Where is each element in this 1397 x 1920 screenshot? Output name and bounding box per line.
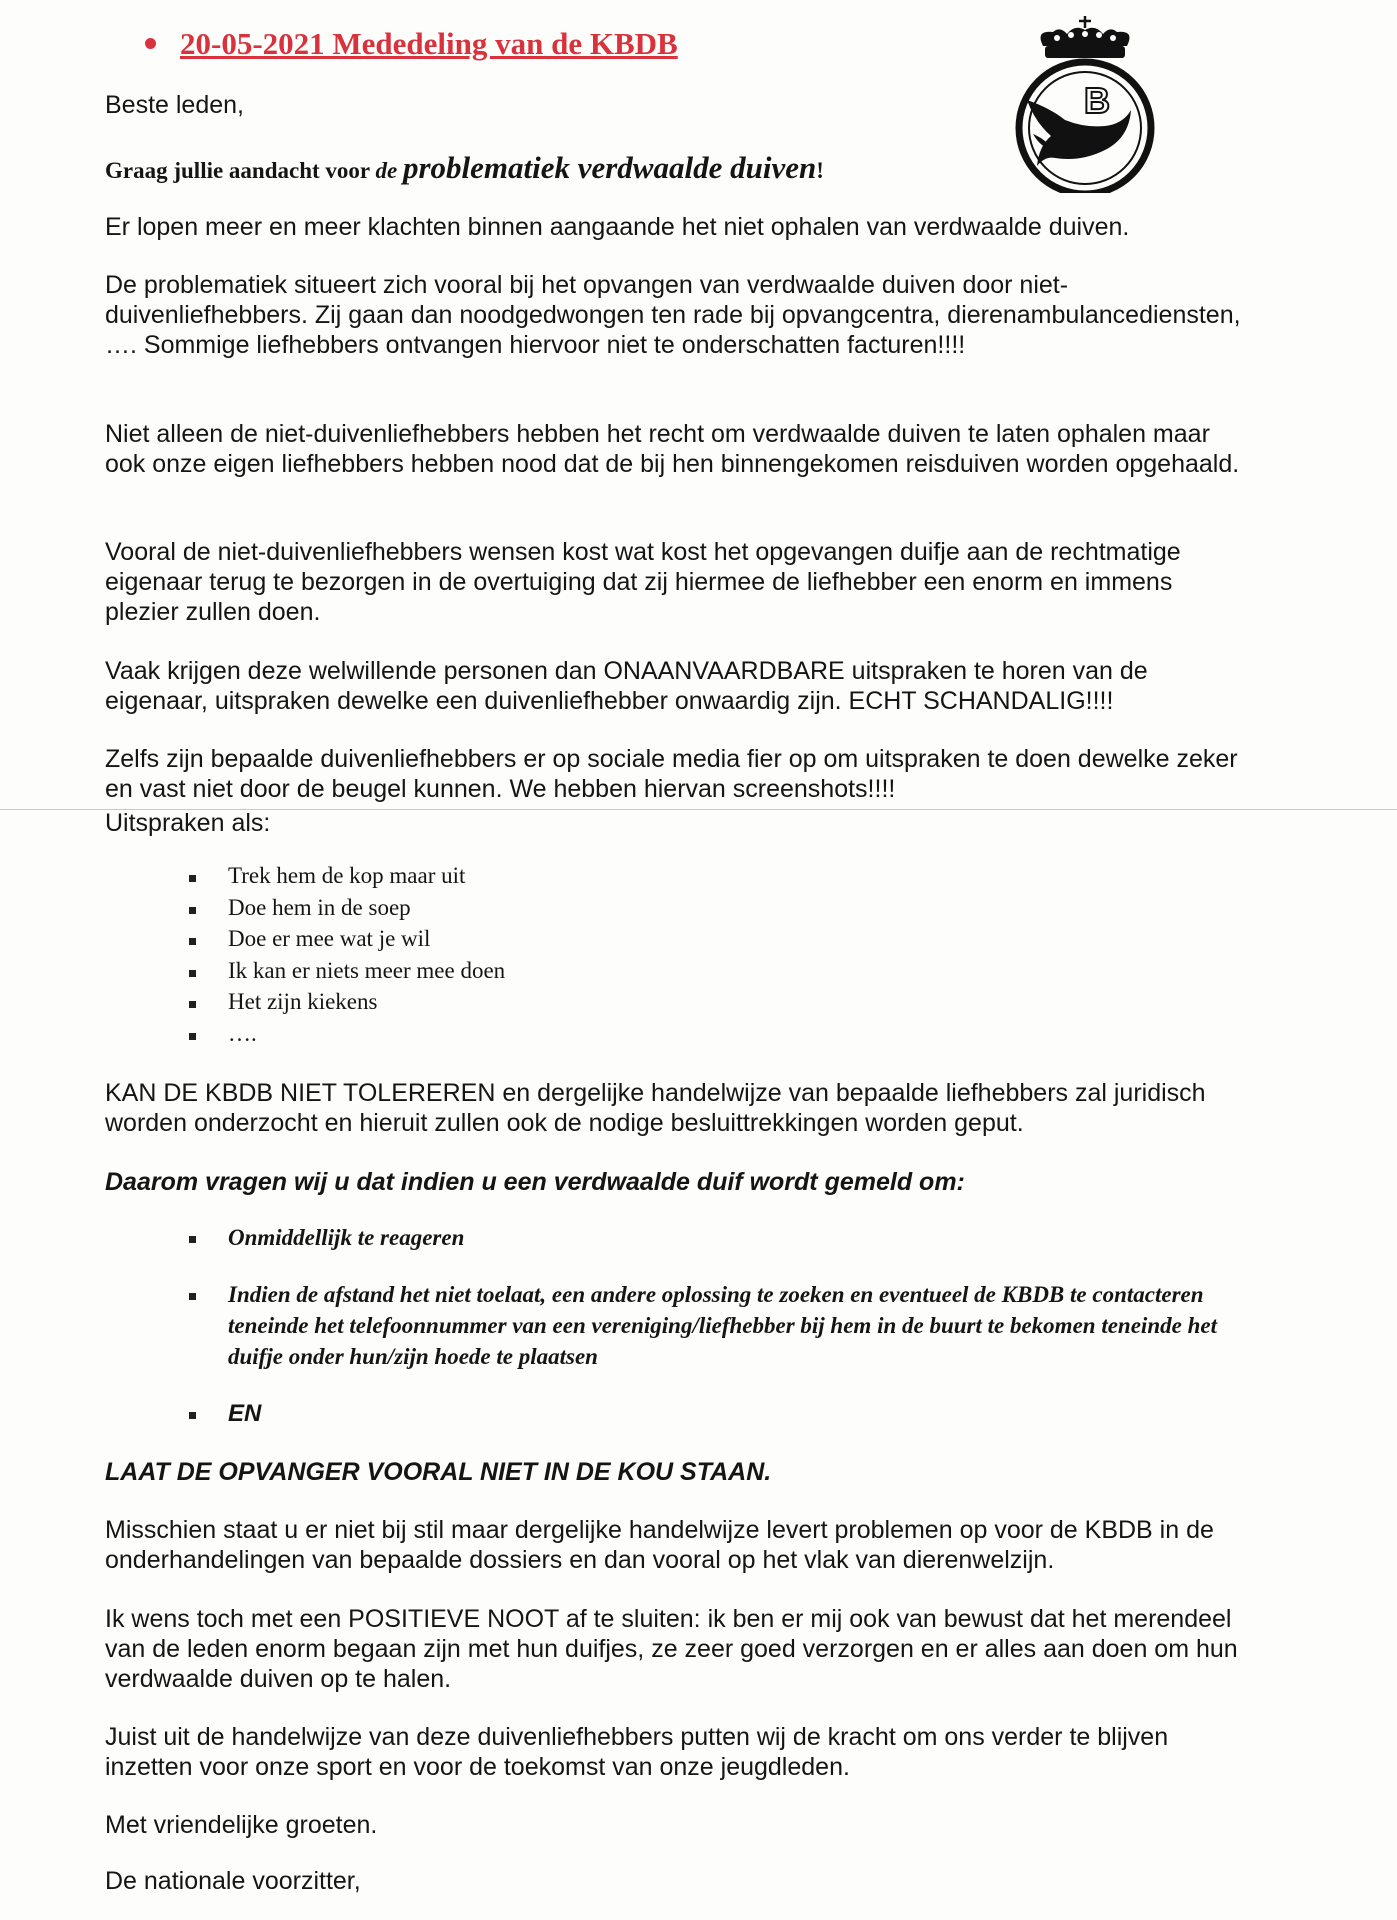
paragraph-finders: Vooral de niet-duivenliefhebbers wensen kost wat kost het opgevangen duifje aan de rechtmatige eigenaar terug te bezorgen in de overtuiging dat zij hiermee de liefhebber een enorm en immens plezier zullen doen.: [105, 538, 1181, 626]
actions-list: [185, 1222, 1245, 1253]
logo-letter: B: [1084, 80, 1110, 121]
list-item: Trek hem de kop maar uit: [185, 860, 505, 892]
list-item: ….: [185, 1018, 505, 1050]
bullet-dot: [145, 38, 156, 49]
greeting: Beste leden,: [105, 91, 244, 119]
paragraph-problems: Misschien staat u er niet bij stil maar dergelijke handelwijze levert problemen op voor de KBDB in de onderhandelingen van bepaalde dossiers en dan vooral op het vlak van dierenwelzijn.: [105, 1516, 1214, 1574]
page-title: 20-05-2021 Mededeling van de KBDB: [145, 26, 678, 62]
quotes-list: [185, 860, 505, 1049]
actions-list: [185, 1279, 1245, 1372]
list-item: Ik kan er niets meer mee doen: [185, 955, 505, 987]
list-item: Onmiddellijk te reageren: [185, 1222, 1245, 1253]
paragraph-strength: Juist uit de handelwijze van deze duivenliefhebbers putten wij de kracht om ons verder te blijven inzetten voor onze sport en voor de toekomst van onze jeugdleden.: [105, 1723, 1169, 1781]
intro-heading: Graag jullie aandacht voor de problematiek verdwaalde duiven!: [105, 150, 824, 185]
paragraph-complaints: Er lopen meer en meer klachten binnen aangaande het niet ophalen van verdwaalde duiven.: [105, 213, 1130, 241]
list-item: Indien de afstand het niet toelaat, een andere oplossing te zoeken en eventueel de KBDB te contacteren teneinde het telefoonnummer van een vereniging/liefhebber bij hem in de buurt te bekomen teneinde het duifje onder hun/zijn hoede te plaatsen: [185, 1279, 1245, 1372]
list-item: Doe hem in de soep: [185, 892, 505, 924]
quotes-intro: Uitspraken als:: [105, 809, 271, 837]
paragraph-rights: Niet alleen de niet-duivenliefhebbers hebben het recht om verdwaalde duiven te laten ophalen maar ook onze eigen liefhebbers hebben nood dat de bij hen binnengekomen reisduiven worden opgehaald.: [105, 420, 1240, 478]
closing-greeting: Met vriendelijke groeten.: [105, 1811, 378, 1839]
signature-line: De nationale voorzitter,: [105, 1867, 361, 1895]
actions-list: [185, 1398, 1245, 1429]
paragraph-social-media: Zelfs zijn bepaalde duivenliefhebbers er op sociale media fier op om uitspraken te doen dewelke zeker en vast niet door de beugel kunnen. We hebben hiervan screenshots!!!!: [105, 745, 1238, 803]
list-item: EN: [185, 1398, 1245, 1429]
paragraph-unacceptable: Vaak krijgen deze welwillende personen dan ONAANVAARDBARE uitspraken te horen van de eigenaar, uitspraken dewelke een duivenliefhebber onwaardig zijn. ECHT SCHANDALIG!!!!: [105, 657, 1148, 715]
list-item: Het zijn kiekens: [185, 986, 505, 1018]
paragraph-problem: De problematiek situeert zich vooral bij het opvangen van verdwaalde duiven door niet-duivenliefhebbers. Zij gaan dan noodgedwongen ten rade bij opvangcentra, dierenambulancediensten, …. Sommige liefhebbers ontvangen hiervoor niet te onderschatten facturen!!!!: [105, 271, 1241, 359]
list-item: Doe er mee wat je wil: [185, 923, 505, 955]
paragraph-not-tolerated: KAN DE KBDB NIET TOLEREREN en dergelijke handelwijze van bepaalde liefhebbers zal juridisch worden onderzocht en hieruit zullen ook de nodige besluittrekkingen worden geput.: [105, 1079, 1206, 1137]
paragraph-dont-abandon: LAAT DE OPVANGER VOORAL NIET IN DE KOU STAAN.: [105, 1458, 772, 1486]
request-heading: Daarom vragen wij u dat indien u een verdwaalde duif wordt gemeld om:: [105, 1168, 965, 1196]
paragraph-positive-note: Ik wens toch met een POSITIEVE NOOT af te sluiten: ik ben er mij ook van bewust dat het merendeel van de leden enorm begaan zijn met hun duifjes, ze zeer goed verzorgen en er alles aan doen om hun verdwaalde duiven op te halen.: [105, 1605, 1238, 1693]
